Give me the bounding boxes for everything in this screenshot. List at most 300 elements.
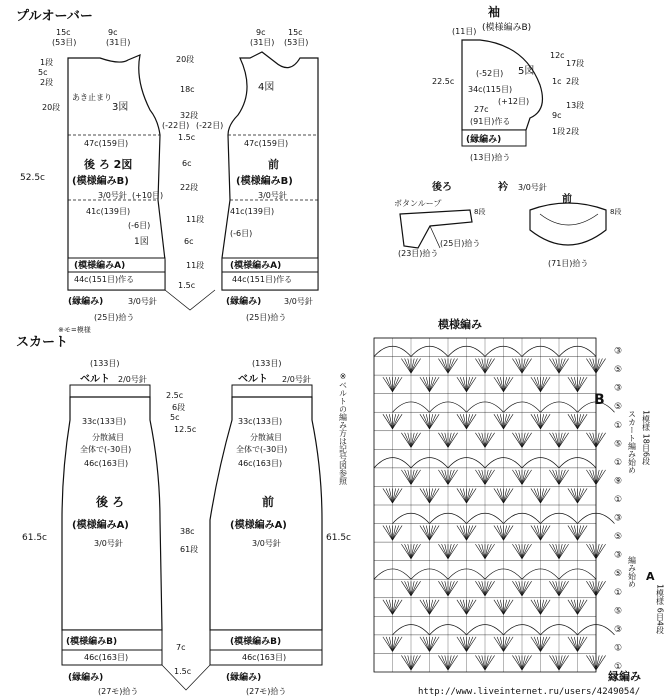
skirt-back-length: 61.5c [22,533,47,543]
chart-fan-stitch [596,359,602,374]
chart-row-mark: ⑤ [614,439,623,450]
chart-fan-stitch [467,377,473,392]
chart-row-mark: ① [614,662,623,672]
chart-fan-stitch [553,655,559,670]
chart-fan-stitch [590,470,596,485]
chart-fan-stitch [504,377,510,392]
back-waist: 41c(139目) [86,207,131,216]
front-top-w1: 9c [256,28,266,37]
front-waist: 41c(139目) [230,207,275,216]
chart-fan-stitch [516,359,522,374]
skirt-front-edging-rows: (27モ)拾う [246,687,287,696]
chart-row-mark: ③ [614,346,623,357]
back-top-w1s: (53目) [52,38,77,47]
fig5-label: 5図 [518,66,535,77]
chart-fan-stitch [430,526,436,541]
chart-fan-stitch [442,581,448,596]
chart-row-mark: ⑤ [614,402,623,413]
sleeve-band: (縁編み) [466,135,502,145]
chart-fan-stitch [541,488,547,503]
skirt-front-needle: 3/0号針 [252,539,281,548]
chart-fan-stitch [559,581,565,596]
back-edging: (縁編み) [68,297,104,307]
svg-text:12c: 12c [550,51,565,60]
chart-fan-stitch [485,655,491,670]
source-url: http://www.liveinternet.ru/users/4249054/ [418,687,641,697]
collar-front-rows: 8段 [610,208,622,216]
stitch-chart-grid [374,338,622,672]
chart-label-b: B [594,392,605,408]
back-rows-b: 5c [38,68,48,77]
chart-fan-stitch [467,637,473,652]
chart-fan-stitch [460,488,466,503]
chart-fan-stitch [578,414,584,429]
chart-fan-stitch [541,600,547,615]
chart-fan-stitch [516,655,522,670]
chart-fan-stitch [467,488,473,503]
front-top-w2s: (53目) [284,38,309,47]
collar-right-pick: (71目)拾う [548,259,589,268]
front-pattern: (模様編みB) [236,176,293,187]
back-label: 後 ろ 2図 [84,158,133,171]
chart-fan-stitch [423,377,429,392]
chart-fan-stitch [467,526,473,541]
chart-fan-stitch [386,414,392,429]
collar-button-loop: ボタンループ [394,199,442,208]
chart-label-a: A [646,570,655,583]
chart-fan-stitch [596,655,602,670]
chart-fan-stitch [411,470,417,485]
chart-fan-stitch [430,600,436,615]
chart-fan-stitch [578,600,584,615]
chart-fan-stitch [559,470,565,485]
chart-fan-stitch [541,526,547,541]
front-hem: 44c(151目)作る [232,275,293,284]
fig4-label: 4図 [258,82,275,93]
chart-fan-stitch [559,655,565,670]
front-edging: (縁編み) [226,297,262,307]
svg-text:5c: 5c [170,413,180,422]
chart-fan-stitch [596,433,602,448]
chart-fan-stitch [393,414,399,429]
chart-fan-stitch [559,433,565,448]
chart-fan-stitch [479,544,485,559]
chart-fan-stitch [553,581,559,596]
chart-fan-stitch [571,414,577,429]
front-needle: 3/0号針 [258,191,287,200]
svg-text:17段: 17段 [566,59,585,68]
svg-text:13段: 13段 [566,101,585,110]
pullover-title: プルオーバー [16,9,93,24]
chart-fan-stitch [578,526,584,541]
skirt-title: スカート [16,335,69,350]
chart-fan-stitch [534,526,540,541]
chart-fan-stitch [516,470,522,485]
back-opening: あき止まり [72,93,112,102]
chart-fan-stitch [460,414,466,429]
chart-fan-stitch [504,637,510,652]
chart-fan-stitch [405,655,411,670]
back-height: 52.5c [20,173,45,183]
chart-fan-stitch [578,377,584,392]
chart-fan-stitch [460,600,466,615]
chart-fan-stitch [411,655,417,670]
chart-fan-stitch [553,433,559,448]
chart-fan-stitch [516,581,522,596]
fig1-label: 1図 [134,237,149,247]
chart-pull-start: 編み始め [627,556,637,588]
chart-fan-stitch [590,359,596,374]
back-rows-a: 1段 [40,58,54,67]
back-top-w2: 9c [108,28,118,37]
front-edging-rows: (25目)拾う [246,313,287,322]
chart-row-mark: ③ [614,383,623,394]
back-hem: 44c(151目)作る [74,275,135,284]
chart-fan-stitch [442,544,448,559]
collar-back-rows: 8段 [474,208,486,216]
sleeve-band-rows: (13目)拾う [470,153,511,162]
chart-row-mark: ⑤ [614,569,623,580]
svg-text:2段: 2段 [566,77,580,86]
skirt-side-note: ※ベルトの編み方は記号図参照 [338,372,348,485]
svg-text:12.5c: 12.5c [174,425,197,434]
chart-a-note: 1模様 6目4段 [655,584,665,634]
chart-fan-stitch [479,470,485,485]
chart-fan-stitch [522,655,528,670]
svg-text:22段: 22段 [180,183,199,192]
chart-fan-stitch [571,600,577,615]
chart-fan-stitch [559,544,565,559]
chart-fan-stitch [596,544,602,559]
chart-b-note: 1模様 18目6段 [641,410,651,465]
svg-text:1.5c: 1.5c [178,133,196,142]
chart-fan-stitch [596,581,602,596]
chart-row-mark: ⑨ [614,476,623,487]
back-rows-c: 2段 [40,78,54,87]
chart-fan-stitch [522,581,528,596]
back-hem-band: (模様編みA) [74,261,126,271]
skirt-front-belt-needle: 2/0号針 [282,375,311,384]
chart-fan-stitch [516,544,522,559]
chart-skirt-start: スカート編み始め [627,410,637,474]
svg-text:7c: 7c [176,643,186,652]
back-pattern: (模様編みB) [72,176,129,187]
chart-fan-stitch [504,526,510,541]
chart-fan-stitch [405,544,411,559]
chart-fan-stitch [553,544,559,559]
chart-fan-stitch [485,470,491,485]
chart-fan-stitch [411,433,417,448]
svg-text:2段: 2段 [566,127,580,136]
chart-fan-stitch [423,414,429,429]
chart-fan-stitch [479,655,485,670]
pullover-note: ※モ=模様 [58,326,91,334]
chart-fan-stitch [405,359,411,374]
skirt-back-hem-pattern: (模様編みB) [66,637,118,647]
chart-fan-stitch [448,655,454,670]
chart-fan-stitch [571,526,577,541]
chart-fan-stitch [534,414,540,429]
svg-text:32段: 32段 [180,111,199,120]
back-needle: 3/0号針 [98,191,127,200]
skirt-back-belt-needle: 2/0号針 [118,375,147,384]
skirt-front-top: (133目) [252,359,282,368]
skirt-front-w1: 33c(133目) [238,417,283,426]
chart-fan-stitch [571,488,577,503]
back-bust-dec: (-22目) [162,121,190,130]
chart-fan-stitch [504,488,510,503]
chart-fan-stitch [423,488,429,503]
chart-fan-stitch [386,488,392,503]
chart-fan-stitch [430,377,436,392]
chart-fan-stitch [393,600,399,615]
sleeve-lower: 27c [474,105,489,114]
chart-fan-stitch [460,637,466,652]
chart-fan-stitch [541,377,547,392]
chart-fan-stitch [393,526,399,541]
chart-row-mark: ① [614,457,623,468]
chart-fan-stitch [504,600,510,615]
chart-fan-stitch [497,637,503,652]
chart-fan-stitch [578,637,584,652]
back-rows-d: 20段 [42,103,61,112]
chart-fan-stitch [571,377,577,392]
stitch-chart-title: 模様編み [438,318,482,331]
chart-fan-stitch [522,470,528,485]
skirt-front-label: 前 [262,495,275,509]
chart-row-mark: ① [614,420,623,431]
pullover-back-piece [68,55,165,290]
sleeve-top: (11目) [452,27,477,36]
svg-text:1.5c: 1.5c [174,667,192,676]
svg-text:11段: 11段 [186,215,205,224]
collar-left-pick: (23目)拾う [398,249,439,258]
chart-fan-stitch [497,526,503,541]
chart-fan-stitch [534,600,540,615]
chart-fan-stitch [405,581,411,596]
sleeve-width: 34c(115目) [468,85,513,94]
chart-fan-stitch [479,581,485,596]
chart-fan-stitch [393,488,399,503]
chart-fan-stitch [405,433,411,448]
chart-fan-stitch [448,544,454,559]
svg-text:38c: 38c [180,527,195,536]
svg-text:61段: 61段 [180,545,199,554]
chart-fan-stitch [430,414,436,429]
chart-fan-stitch [479,359,485,374]
skirt-back-label: 後 ろ [96,495,125,509]
chart-row-mark: ③ [614,624,623,635]
sleeve-lower-s: (91目)作る [470,117,511,126]
chart-row-mark: ⑤ [614,606,623,617]
back-waist-inc: (+10目) [132,191,164,200]
chart-fan-stitch [448,433,454,448]
collar-mid-pick: (25目)拾う [440,239,481,248]
chart-fan-stitch [460,377,466,392]
front-bust-dec: (-22目) [196,121,224,130]
skirt-back-needle: 3/0号針 [94,539,123,548]
chart-row-mark: ① [614,495,623,505]
chart-fan-stitch [534,377,540,392]
svg-text:20段: 20段 [176,55,195,64]
chart-fan-stitch [578,488,584,503]
chart-fan-stitch [541,414,547,429]
chart-fan-stitch [553,470,559,485]
sleeve-height: 22.5c [432,77,455,86]
chart-fan-stitch [411,359,417,374]
chart-row-mark: ⑤ [614,365,623,376]
back-bust: 47c(159目) [84,139,129,148]
chart-row-mark: ① [614,587,623,598]
skirt-back-edging-rows: (27モ)拾う [98,687,139,696]
svg-text:1c: 1c [552,77,562,86]
chart-fan-stitch [423,526,429,541]
chart-fan-stitch [430,488,436,503]
front-top-w1s: (31目) [250,38,275,47]
chart-fan-stitch [497,414,503,429]
front-label: 前 [268,158,279,171]
chart-fan-stitch [442,433,448,448]
chart-fan-stitch [393,637,399,652]
chart-fan-stitch [411,581,417,596]
chart-fan-stitch [467,600,473,615]
chart-fan-stitch [534,488,540,503]
fig3-label: 3図 [112,102,129,113]
chart-fan-stitch [590,433,596,448]
chart-fan-stitch [590,655,596,670]
back-edging-rows: (25目)拾う [94,313,135,322]
front-hem-band: (模様編みA) [230,261,282,271]
back-edging-needle: 3/0号針 [128,297,157,306]
chart-fan-stitch [393,377,399,392]
chart-fan-stitch [423,637,429,652]
chart-fan-stitch [485,359,491,374]
chart-fan-stitch [423,600,429,615]
skirt-back-top: (133目) [90,359,120,368]
collar-back-title: 後ろ [432,182,452,193]
front-waist-dec: (-6目) [230,229,253,238]
chart-fan-stitch [504,414,510,429]
chart-fan-stitch [386,600,392,615]
chart-fan-stitch [522,433,528,448]
svg-text:18c: 18c [180,85,195,94]
chart-fan-stitch [534,637,540,652]
svg-text:1.5c: 1.5c [178,281,196,290]
sleeve-dec: (-52目) [476,69,504,78]
chart-fan-stitch [485,581,491,596]
front-top-w2: 15c [288,28,303,37]
chart-fan-stitch [590,581,596,596]
chart-fan-stitch [559,359,565,374]
chart-fan-stitch [522,359,528,374]
sleeve-right-measures [550,51,584,136]
skirt-front-dec-all: 全体で(-30目) [236,445,288,454]
chart-fan-stitch [541,637,547,652]
chart-row-mark: ① [614,643,623,654]
chart-edging: 縁編み [608,670,641,683]
skirt-front-edging: (縁編み) [226,673,262,683]
svg-text:6c: 6c [182,159,192,168]
chart-fan-stitch [596,470,602,485]
chart-fan-stitch [405,470,411,485]
skirt-back-dec-title: 分散減目 [92,433,124,442]
svg-text:9c: 9c [552,111,562,120]
skirt-front-w2: 46c(163目) [238,459,283,468]
skirt-front-dec-title: 分散減目 [250,433,282,442]
chart-fan-stitch [430,637,436,652]
chart-fan-stitch [460,526,466,541]
skirt-front-length: 61.5c [326,533,351,543]
chart-fan-stitch [442,655,448,670]
chart-fan-stitch [442,470,448,485]
chart-fan-stitch [479,433,485,448]
skirt-back-edging: (縁編み) [68,673,104,683]
svg-text:11段: 11段 [186,261,205,270]
skirt-front-pattern: (模様編みA) [230,520,287,531]
pullover-side-measures [176,54,204,290]
chart-fan-stitch [448,581,454,596]
chart-fan-stitch [485,544,491,559]
chart-fan-stitch [516,433,522,448]
chart-fan-stitch [448,470,454,485]
skirt-front-hem: 46c(163目) [242,653,287,662]
back-top-w2s: (31目) [106,38,131,47]
chart-fan-stitch [411,544,417,559]
svg-text:6段: 6段 [172,403,186,412]
svg-text:1段: 1段 [552,127,566,136]
svg-text:2.5c: 2.5c [166,391,184,400]
chart-fan-stitch [442,359,448,374]
skirt-back-w1: 33c(133目) [82,417,127,426]
skirt-back-dec-all: 全体で(-30目) [80,445,132,454]
chart-fan-stitch [590,544,596,559]
chart-fan-stitch [386,526,392,541]
collar-front-title: 前 [562,194,572,205]
svg-text:6c: 6c [184,237,194,246]
skirt-side-measures [166,391,198,676]
back-top-w1: 15c [56,28,71,37]
front-edging-needle: 3/0号針 [284,297,313,306]
chart-fan-stitch [467,414,473,429]
chart-fan-stitch [497,377,503,392]
chart-fan-stitch [386,377,392,392]
skirt-back-hem: 46c(163目) [84,653,129,662]
skirt-back-pattern: (模様編みA) [72,520,129,531]
back-waist-dec: (-6目) [128,221,151,230]
skirt-front-belt: ベルト [238,374,268,385]
chart-fan-stitch [485,433,491,448]
sleeve-inc: (+12目) [498,97,530,106]
chart-row-mark: ③ [614,550,623,561]
chart-fan-stitch [497,488,503,503]
chart-fan-stitch [553,359,559,374]
collar-title: 衿 [498,182,508,193]
skirt-front-hem-pattern: (模様編みB) [230,637,282,647]
chart-fan-stitch [386,637,392,652]
chart-fan-stitch [448,359,454,374]
chart-row-mark: ⑤ [614,532,623,543]
skirt-back-w2: 46c(163目) [84,459,129,468]
skirt-back-belt: ベルト [80,374,110,385]
chart-fan-stitch [571,637,577,652]
collar-front-drawing [530,203,606,245]
chart-fan-stitch [522,544,528,559]
sleeve-pattern: (模様編みB) [482,23,532,33]
collar-needle: 3/0号針 [518,183,547,192]
sleeve-title: 袖 [488,5,501,19]
front-bust: 47c(159目) [244,139,289,148]
chart-fan-stitch [497,600,503,615]
